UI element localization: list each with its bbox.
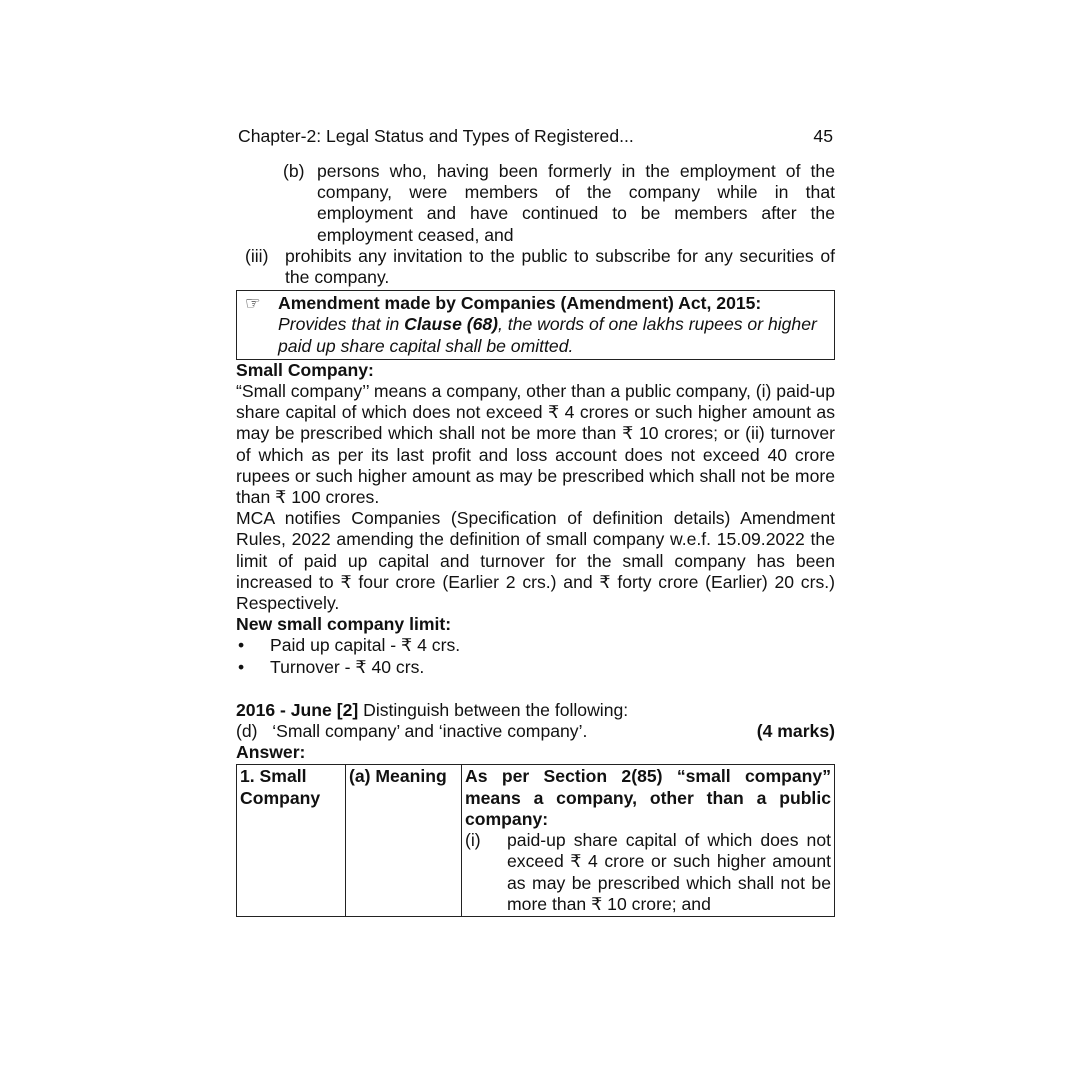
list-marker: (iii) [245, 245, 269, 266]
marks-label: (4 marks) [756, 721, 835, 742]
item-text: paid-up share capital of which does not exceed ₹ 4 crore or such higher amount as may be prescribed which shall not be more than ₹ 10 crore; and [507, 830, 831, 914]
part-text: ‘Small company’ and ‘inactive company’. [272, 721, 588, 742]
list-item-b [283, 161, 835, 246]
amendment-text: Provides that in Clause (68), the words of one lakhs rupees or higher paid up share capital shall be omitted. [278, 314, 817, 356]
bullet-icon: • [238, 635, 245, 656]
pointing-hand-icon: ☞ [245, 293, 261, 314]
new-limit-list [236, 635, 835, 677]
table-cell [462, 765, 835, 916]
amendment-box [236, 290, 835, 360]
page-header [236, 126, 835, 150]
list-text: persons who, having been formerly in the employment of the company, were members of the company while in that employment and have continued to be members after the employment ceased, and [317, 161, 835, 245]
document-page [236, 126, 835, 917]
question-part [236, 721, 835, 742]
question-text: Distinguish between the following: [358, 699, 629, 720]
part-marker: (d) [236, 721, 258, 742]
table-cell: 1. Small Company [237, 765, 346, 916]
list-marker: (b) [283, 161, 305, 181]
section-heading-new-limit: New small company limit: [236, 614, 452, 635]
list-item: • Turnover - ₹ 40 crs. [238, 656, 425, 677]
small-company-definition: “Small company’’ means a company, other than a public company, (i) paid-up share capital of which does not exceed ₹ 4 crores or such higher amount as may be prescribed which shall not be more than ₹ 10 crores; or (ii) turnover of which as per its last profit and loss account does not exceed 40 crore rupees or such higher amount as may be prescribed which shall not be more than ₹ 100 crores. [236, 381, 835, 508]
page-number: 45 [813, 126, 833, 146]
table-row [237, 765, 835, 916]
question-tag: 2016 - June [2] [236, 699, 359, 720]
bullet-icon: • [238, 656, 245, 677]
clause-ref: Clause (68) [404, 314, 499, 335]
list-text: prohibits any invitation to the public to subscribe for any securities of the company. [285, 245, 835, 288]
list-item: • Paid up capital - ₹ 4 crs. [238, 635, 461, 656]
definition-heading: As per Section 2(85) “small company” means a company, other than a public company: [465, 766, 831, 829]
section-heading-small-company: Small Company: [236, 359, 374, 380]
amendment-heading: Amendment made by Companies (Amendment) Act, 2015: [278, 293, 762, 314]
table-cell: (a) Meaning [346, 765, 462, 916]
definition-item [465, 830, 831, 915]
running-title: Chapter-2: Legal Status and Types of Registered... [238, 126, 634, 146]
answer-label: Answer: [236, 742, 306, 763]
question-line [236, 700, 835, 721]
answer-table [236, 764, 835, 916]
list-item-iii [245, 246, 835, 288]
item-marker: (i) [465, 830, 481, 851]
mca-notification: MCA notifies Companies (Specification of definition details) Amendment Rules, 2022 amending the definition of small company w.e.f. 15.09.2022 the limit of paid up capital and turnover for the small company has been increased to ₹ four crore (Earlier 2 crs.) and ₹ forty crore (Earlier) 20 crs.) Respectively. [236, 508, 835, 614]
